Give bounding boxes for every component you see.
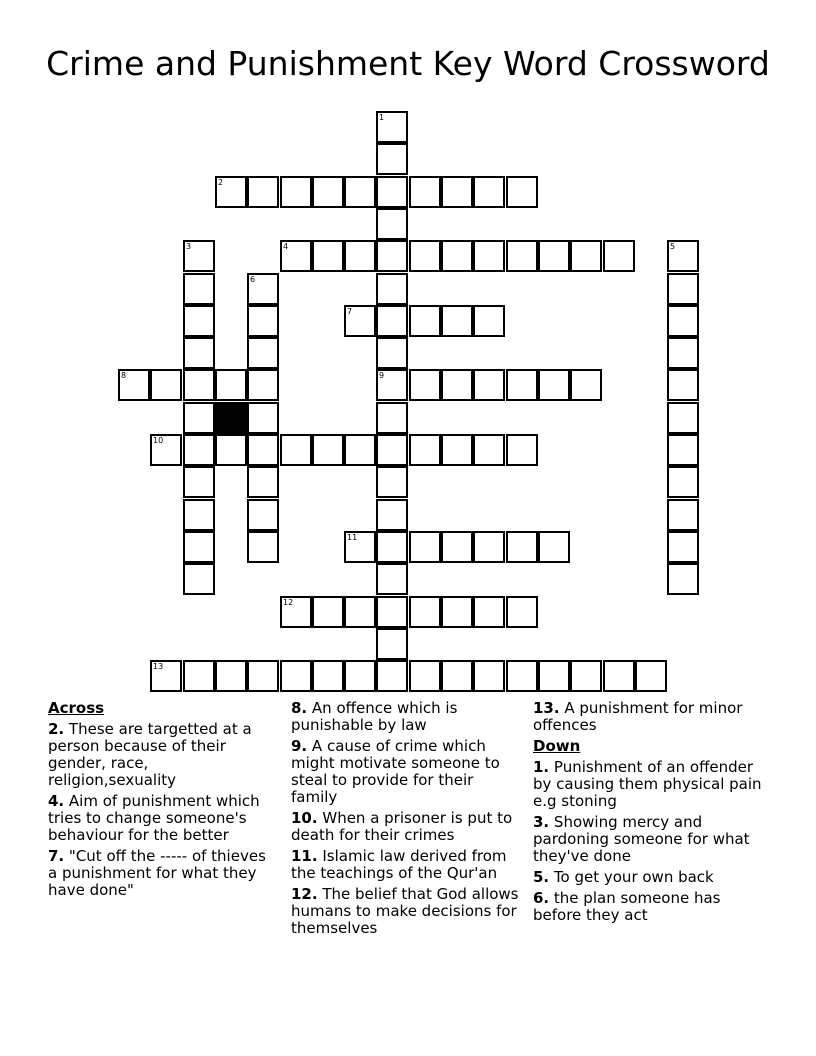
clue-number: 5. [533,868,550,886]
grid-cell[interactable] [183,499,215,531]
grid-cell[interactable] [506,596,538,628]
clues-column-2 [291,700,519,941]
grid-cell[interactable] [506,240,538,272]
clue-down-5 [533,869,765,886]
clue-text: The belief that God allows humans to make decisions for themselves [291,885,519,937]
grid-cell[interactable] [280,434,312,466]
grid-cell[interactable] [441,531,473,563]
grid-cell[interactable] [376,305,408,337]
clue-text: the plan someone has before they act [533,889,721,924]
grid-cell[interactable] [183,305,215,337]
clue-text: When a prisoner is put to death for their crimes [291,809,513,844]
clue-across-13 [533,700,765,734]
grid-cell[interactable] [603,240,635,272]
grid-cell[interactable] [247,176,279,208]
grid-cell[interactable] [409,434,441,466]
clue-down-6 [533,890,765,924]
grid-cell[interactable] [441,240,473,272]
grid-cell[interactable] [344,176,376,208]
grid-cell[interactable] [376,176,408,208]
clue-text: A punishment for minor offences [533,699,743,734]
grid-cell[interactable] [667,531,699,563]
grid-cell[interactable] [183,337,215,369]
clue-number: 9. [291,737,308,755]
down-heading: Down [533,737,581,755]
grid-cell[interactable] [376,531,408,563]
grid-cell[interactable] [247,305,279,337]
clue-across-4 [48,793,273,844]
grid-cell[interactable] [312,596,344,628]
grid-cell[interactable] [409,176,441,208]
grid-cell[interactable] [473,596,505,628]
clue-number: 12. [291,885,318,903]
grid-cell[interactable] [538,660,570,692]
grid-cell[interactable] [376,402,408,434]
grid-cell[interactable] [473,305,505,337]
grid-cell[interactable] [667,240,699,272]
grid-cell[interactable] [215,660,247,692]
grid-cell[interactable] [150,369,182,401]
grid-cell[interactable] [409,369,441,401]
grid-cell[interactable] [183,660,215,692]
clue-number: 7. [48,847,65,865]
grid-cell[interactable] [603,660,635,692]
grid-cell[interactable] [183,434,215,466]
grid-cell[interactable] [667,402,699,434]
grid-cell[interactable] [280,660,312,692]
clue-number: 11. [291,847,318,865]
grid-cell[interactable] [344,305,376,337]
grid-cell[interactable] [183,369,215,401]
grid-cell[interactable] [344,531,376,563]
grid-cell[interactable] [344,660,376,692]
grid-cell[interactable] [247,273,279,305]
grid-cell[interactable] [376,596,408,628]
grid-cell[interactable] [635,660,667,692]
grid-cell[interactable] [344,240,376,272]
grid-cell[interactable] [183,402,215,434]
grid-cell[interactable] [441,369,473,401]
grid-cell[interactable] [441,660,473,692]
grid-cell[interactable] [312,660,344,692]
grid-cell[interactable] [183,240,215,272]
grid-cell[interactable] [312,176,344,208]
grid-cell[interactable] [247,402,279,434]
grid-cell[interactable] [344,434,376,466]
clue-number: 4. [48,792,65,810]
grid-cell[interactable] [473,240,505,272]
grid-cell[interactable] [376,499,408,531]
grid-cell[interactable] [280,240,312,272]
grid-cell[interactable] [247,531,279,563]
grid-cell[interactable] [506,434,538,466]
cell-number: 7 [347,307,353,316]
grid-cell[interactable] [376,337,408,369]
clue-text: An offence which is punishable by law [291,699,458,734]
grid-cell[interactable] [538,240,570,272]
grid-cell[interactable] [312,434,344,466]
grid-cell[interactable] [215,176,247,208]
cell-number: 12 [283,598,294,607]
grid-cell[interactable] [409,305,441,337]
grid-cell[interactable] [570,369,602,401]
clue-text: Aim of punishment which tries to change someone's behaviour for the better [48,792,260,844]
clue-text: These are targetted at a person because of their gender, race, religion,sexuality [48,720,252,789]
clue-number: 13. [533,699,560,717]
clue-number: 3. [533,813,550,831]
grid-cell[interactable] [280,176,312,208]
clue-text: A cause of crime which might motivate someone to steal to provide for their family [291,737,500,806]
across-heading: Across [48,699,105,717]
grid-cell[interactable] [215,434,247,466]
clue-across-8 [291,700,519,734]
grid-cell[interactable] [376,208,408,240]
grid-cell[interactable] [667,563,699,595]
grid-cell[interactable] [280,596,312,628]
grid-cell[interactable] [473,176,505,208]
grid-cell[interactable] [473,369,505,401]
grid-cell[interactable] [247,499,279,531]
grid-cell[interactable] [376,111,408,143]
grid-cell[interactable] [570,660,602,692]
clue-number: 10. [291,809,318,827]
grid-cell[interactable] [441,596,473,628]
cell-number: 1 [379,113,385,122]
grid-cell[interactable] [183,531,215,563]
cell-number: 11 [347,533,358,542]
grid-cell[interactable] [667,499,699,531]
grid-cell[interactable] [570,240,602,272]
page-title: Crime and Punishment Key Word Crossword [46,44,770,83]
black-cell [215,402,247,434]
grid-cell[interactable] [376,563,408,595]
grid-cell[interactable] [538,531,570,563]
grid-cell[interactable] [667,466,699,498]
grid-cell[interactable] [473,531,505,563]
grid-cell[interactable] [376,240,408,272]
grid-cell[interactable] [441,434,473,466]
clue-across-12 [291,886,519,937]
grid-cell[interactable] [150,660,182,692]
grid-cell[interactable] [667,369,699,401]
clue-text: Showing mercy and pardoning someone for what they've done [533,813,750,865]
grid-cell[interactable] [344,596,376,628]
clue-down-1 [533,759,765,810]
grid-cell[interactable] [506,660,538,692]
clue-down-3 [533,814,765,865]
grid-cell[interactable] [247,337,279,369]
clue-across-10 [291,810,519,844]
clue-across-2 [48,721,273,789]
cell-number: 3 [186,242,192,251]
grid-cell[interactable] [506,531,538,563]
grid-cell[interactable] [247,369,279,401]
clue-text: Punishment of an offender by causing them physical pain e.g stoning [533,758,762,810]
grid-cell[interactable] [118,369,150,401]
grid-cell[interactable] [667,273,699,305]
grid-cell[interactable] [183,466,215,498]
grid-cell[interactable] [312,240,344,272]
clue-number: 8. [291,699,308,717]
cell-number: 4 [283,242,289,251]
clue-text: "Cut off the ----- of thieves a punishment for what they have done" [48,847,266,899]
grid-cell[interactable] [667,305,699,337]
clue-across-9 [291,738,519,806]
grid-cell[interactable] [409,660,441,692]
grid-cell[interactable] [667,337,699,369]
clue-text: Islamic law derived from the teachings of the Qur'an [291,847,507,882]
grid-cell[interactable] [506,176,538,208]
grid-cell[interactable] [150,434,182,466]
grid-cell[interactable] [376,660,408,692]
cell-number: 9 [379,371,385,380]
grid-cell[interactable] [409,531,441,563]
grid-cell[interactable] [441,176,473,208]
clue-number: 2. [48,720,65,738]
clues-column-3 [533,700,765,928]
grid-cell[interactable] [441,305,473,337]
grid-cell[interactable] [473,434,505,466]
grid-cell[interactable] [183,273,215,305]
clue-across-7 [48,848,273,899]
grid-cell[interactable] [409,596,441,628]
grid-cell[interactable] [376,143,408,175]
grid-cell[interactable] [506,369,538,401]
grid-cell[interactable] [667,434,699,466]
grid-cell[interactable] [376,628,408,660]
grid-cell[interactable] [376,434,408,466]
clues-column-1 [48,700,273,903]
grid-cell[interactable] [247,434,279,466]
cell-number: 13 [153,662,164,671]
cell-number: 6 [250,275,256,284]
grid-cell[interactable] [376,273,408,305]
cell-number: 2 [218,178,224,187]
grid-cell[interactable] [183,563,215,595]
clue-number: 1. [533,758,550,776]
grid-cell[interactable] [376,466,408,498]
cell-number: 5 [670,242,676,251]
clue-across-11 [291,848,519,882]
grid-cell[interactable] [247,660,279,692]
grid-cell[interactable] [247,466,279,498]
cell-number: 8 [121,371,127,380]
cell-number: 10 [153,436,164,445]
grid-cell[interactable] [473,660,505,692]
grid-cell[interactable] [215,369,247,401]
grid-cell[interactable] [538,369,570,401]
clue-number: 6. [533,889,550,907]
grid-cell[interactable] [376,369,408,401]
clue-text: To get your own back [553,868,714,886]
grid-cell[interactable] [409,240,441,272]
